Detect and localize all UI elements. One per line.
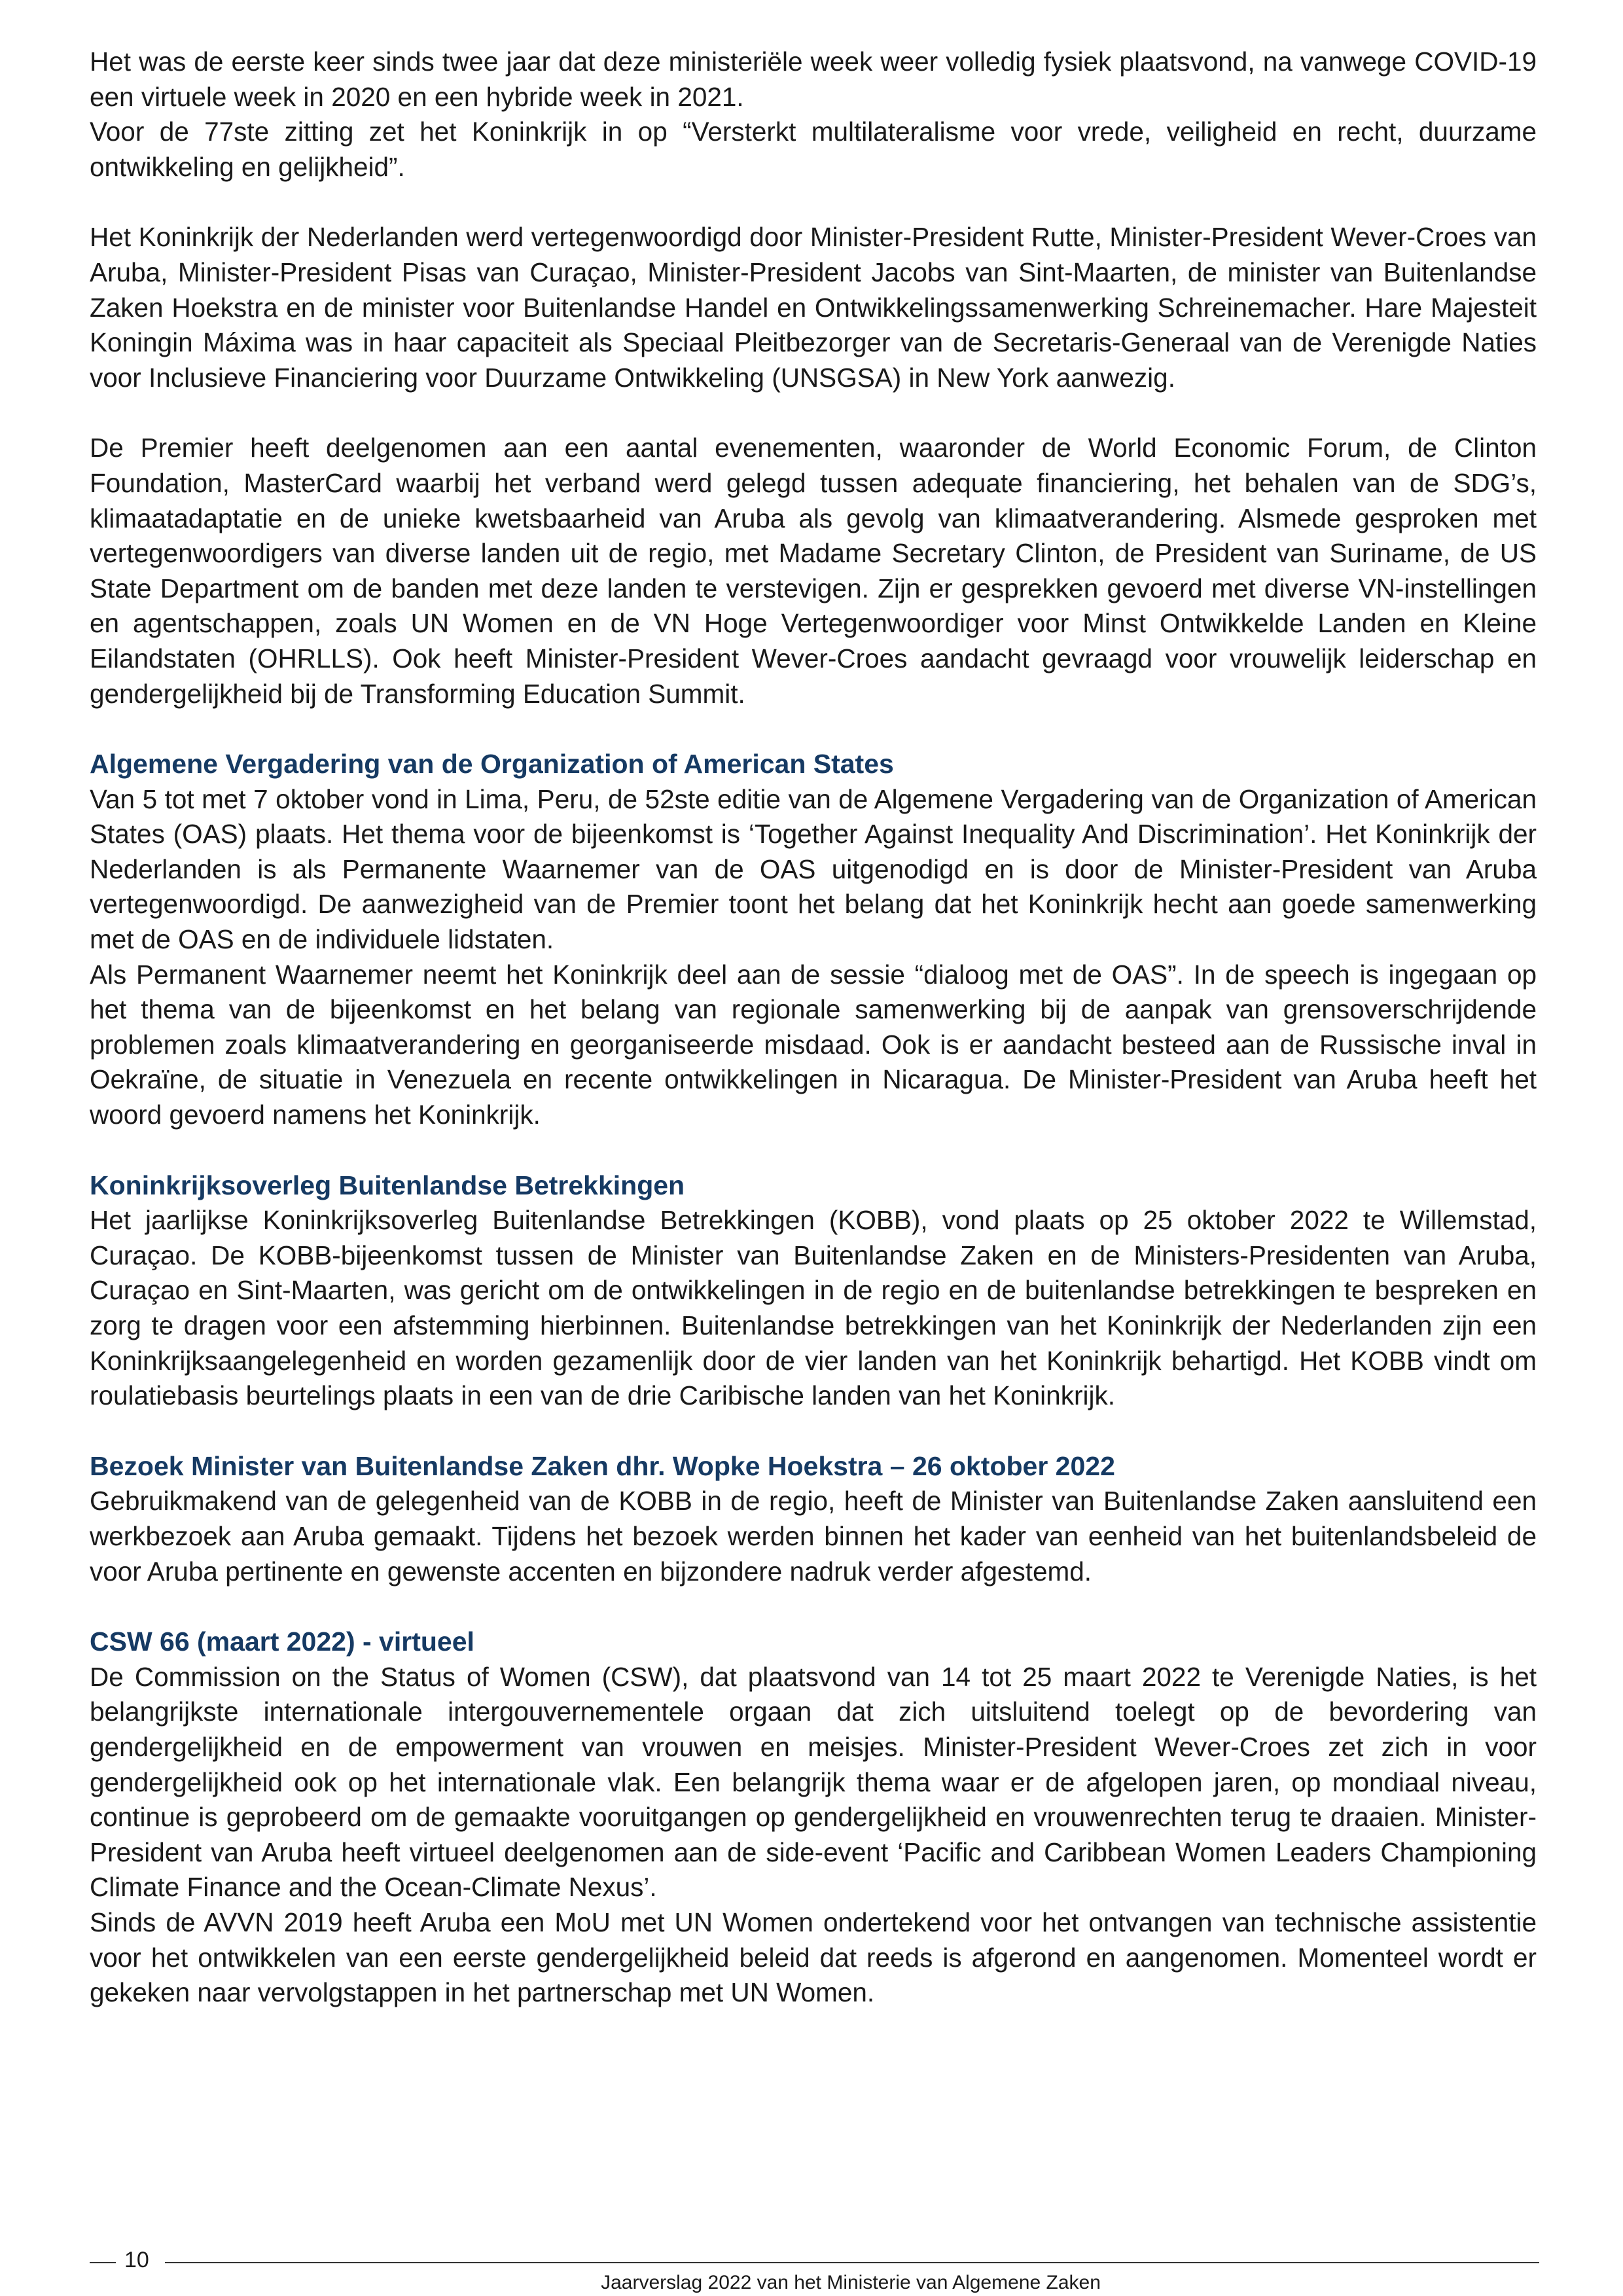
kobb-paragraph-1: Het jaarlijkse Koninkrijksoverleg Buitenlandse Betrekkingen (KOBB), vond plaats op 25 oktober 2022 te Willemstad, Curaçao. De KOBB-bijeenkomst tussen de Minister van Buitenlandse Zaken en de Ministers-Presidenten van Aruba, Curaçao en Sint-Maarten, was gericht om de ontwikkelingen in de regio en de buitenlandse betrekkingen te bespreken en zorg te dragen voor een afstemming hierbinnen. Buitenlandse betrekkingen van het Koninkrijk der Nederlanden zijn een Koninkrijksaangelegenheid en worden gezamenlijk door de vier landen van het Koninkrijk behartigd. Het KOBB vindt om roulatiebasis beurtelings plaats in een van de drie Caribische landen van het Koninkrijk. xyxy=(90,1205,1537,1411)
section-heading-csw: CSW 66 (maart 2022) - virtueel xyxy=(90,1626,474,1657)
spacer xyxy=(90,1414,1537,1449)
footer-rule-right xyxy=(165,2262,1539,2263)
intro-paragraph-3: Het Koninkrijk der Nederlanden werd vertegenwoordigd door Minister-President Rutte, Minister-President Wever-Croes van Aruba, Minister-President Pisas van Curaçao, Minister-President Jacobs van Sint-Maarten, de minister van Buitenlandse Zaken Hoekstra en de minister voor Buitenlandse Handel en Ontwikkelingssamenwerking Schreinemacher. Hare Majesteit Koningin Máxima was in haar capaciteit als Speciaal Pleitbezorger van de Secretaris-Generaal van de Verenigde Naties voor Inclusieve Financiering voor Duurzame Ontwikkeling (UNSGSA) in New York aanwezig. xyxy=(90,222,1537,393)
oas-paragraph-2: Als Permanent Waarnemer neemt het Koninkrijk deel aan de sessie “dialoog met de OAS”. In de speech is ingegaan op het thema van de bijeenkomst en het belang van regionale samenwerking bij de aanpak van grensoverschrijdende problemen zoals klimaatverandering en georganiseerde misdaad. Ook is er aandacht besteed aan de Russische inval in Oekraïne, de situatie in Venezuela en recente ontwikkelingen in Nicaragua. De Minister-President van Aruba heeft het woord gevoerd namens het Koninkrijk. xyxy=(90,959,1537,1130)
section-heading-visit: Bezoek Minister van Buitenlandse Zaken dhr. Wopke Hoekstra – 26 oktober 2022 xyxy=(90,1450,1115,1481)
spacer xyxy=(90,1589,1537,1624)
oas-paragraph-1: Van 5 tot met 7 oktober vond in Lima, Peru, de 52ste editie van de Algemene Vergadering van de Organization of American States (OAS) plaats. Het thema voor de bijeenkomst is ‘Together Against Inequality And Discrimination’. Het Koninkrijk der Nederlanden is als Permanente Waarnemer van de OAS uitgenodigd en is door de Minister-President van Aruba vertegenwoordigd. De aanwezigheid van de Premier toont het belang dat het Koninkrijk hecht aan goede samenwerking met de OAS en de individuele lidstaten. xyxy=(90,783,1537,955)
csw-paragraph-2: Sinds de AVVN 2019 heeft Aruba een MoU met UN Women ondertekend voor het ontvangen van technische assistentie voor het ontwikkelen van een eerste gendergelijkheid beleid dat reeds is afgerond en aangenomen. Momenteel wordt er gekeken naar vervolgstappen in het partnerschap met UN Women. xyxy=(90,1907,1537,2008)
page-body xyxy=(90,45,1537,2011)
csw-paragraph-1: De Commission on the Status of Women (CSW), dat plaatsvond van 14 tot 25 maart 2022 te Verenigde Naties, is het belangrijkste internationale intergouvernementele orgaan dat zich uitsluitend toelegt op de bevordering van gendergelijkheid en de empowerment van vrouwen en meisjes. Minister-President Wever-Croes zet zich in voor gendergelijkheid ook op het internationale vlak. Een belangrijk thema waar er de afgelopen jaren, op mondiaal niveau, continue is geprobeerd om de gemaakte vooruitgangen op gendergelijkheid en vrouwenrechten terug te draaien. Minister-President van Aruba heeft virtueel deelgenomen aan de side-event ‘Pacific and Caribbean Women Leaders Championing Climate Finance and the Ocean-Climate Nexus’. xyxy=(90,1661,1537,1903)
spacer xyxy=(90,1133,1537,1168)
section-heading-kobb: Koninkrijksoverleg Buitenlandse Betrekkingen xyxy=(90,1170,685,1200)
footer-rule-left xyxy=(90,2262,116,2263)
spacer xyxy=(90,711,1537,747)
intro-paragraph-1: Het was de eerste keer sinds twee jaar dat deze ministeriële week weer volledig fysiek plaatsvond, na vanwege COVID-19 een virtuele week in 2020 en een hybride week in 2021. xyxy=(90,46,1537,112)
footer-text: Jaarverslag 2022 van het Ministerie van Algemene Zaken xyxy=(601,2272,1101,2293)
intro-paragraph-4: De Premier heeft deelgenomen aan een aantal evenementen, waaronder de World Economic Forum, de Clinton Foundation, MasterCard waarbij het verband werd gelegd tussen adequate financiering, het behalen van de SDG’s, klimaatadaptatie en de unieke kwetsbaarheid van Aruba als gevolg van klimaatverandering. Alsmede gesproken met vertegenwoordigers van diverse landen uit de regio, met Madame Secretary Clinton, de President van Suriname, de US State Department om de banden met deze landen te verstevigen. Zijn er gesprekken gevoerd met diverse VN-instellingen en agentschappen, zoals UN Women en de VN Hoge Vertegenwoordiger voor Minst Ontwikkelde Landen en Kleine Eilandstaten (OHRLLS). Ook heeft Minister-President Wever-Croes aandacht gevraagd voor vrouwelijk leiderschap en gendergelijkheid bij de Transforming Education Summit. xyxy=(90,433,1537,709)
spacer xyxy=(90,185,1537,220)
section-heading-oas: Algemene Vergadering van de Organization of American States xyxy=(90,749,894,780)
visit-paragraph-1: Gebruikmakend van de gelegenheid van de KOBB in de regio, heeft de Minister van Buitenlandse Zaken aansluitend een werkbezoek aan Aruba gemaakt. Tijdens het bezoek werden binnen het kader van eenheid van het buitenlandsbeleid de voor Aruba pertinente en gewenste accenten en bijzondere nadruk verder afgestemd. xyxy=(90,1486,1537,1587)
page-number: 10 xyxy=(124,2248,149,2272)
intro-paragraph-2: Voor de 77ste zitting zet het Koninkrijk in op “Versterkt multilateralisme voor vrede, veiligheid en recht, duurzame ontwikkeling en gelijkheid”. xyxy=(90,117,1537,182)
spacer xyxy=(90,395,1537,431)
